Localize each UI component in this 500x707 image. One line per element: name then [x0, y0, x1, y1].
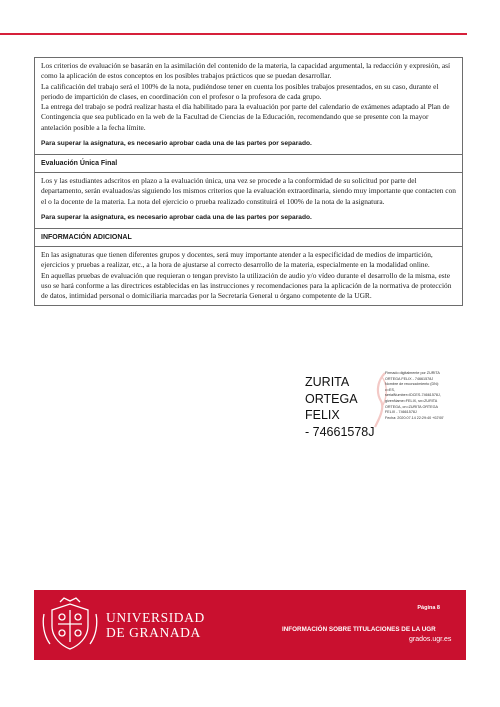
criteria-paragraph-3: La entrega del trabajo se podrá realizar hasta el día habilitado para la evaluación por parte del calendario de exámenes adaptado al Plan de Contingencia que sea publicado en la web de la Facultad de Ciencias de la Educación, recomendando que se presente con la mayor antelación posible a la fecha límite.	[41, 102, 450, 132]
signature-detail-line: FELIX - 74661578J	[385, 410, 417, 415]
university-name-line-1: UNIVERSIDAD	[106, 610, 205, 625]
additional-paragraph-1: En las asignaturas que tienen diferentes grupos y docentes, será muy importante atender a la especificidad de medios de impartición, ejercicios y pruebas a realizar, etc., a la hora de ajustarse al correcto desarrollo de la materia, especialmente en la modalidad online.	[41, 249, 433, 270]
signature-detail-line: Nombre de reconocimiento (DN):	[385, 382, 440, 387]
criteria-cell	[35, 58, 462, 154]
final-eval-note: Para superar la asignatura, es necesario aprobar cada una de las partes por separado.	[41, 213, 312, 221]
page-footer	[34, 590, 466, 660]
criteria-paragraph-1: Los criterios de evaluación se basarán en la asimilación del contenido de la materia, la capacidad argumental, la redacción y expresión, así como la aplicación de estos conceptos en los posibles trabajos prácticos que se puedan desarrollar.	[41, 61, 451, 81]
evaluation-table	[34, 57, 463, 306]
university-name	[106, 611, 205, 640]
additional-info-heading: INFORMACIÓN ADICIONAL	[35, 228, 462, 246]
university-name-line-2: DE GRANADA	[106, 624, 201, 640]
ugr-crest-icon	[40, 596, 100, 654]
additional-paragraph-2: En aquellas pruebas de evaluación que requieran o tengan previsto la utilización de audio y/o vídeo durante el desarrollo de la misma, este uso se hará conforme a las directrices establecidas en las instrucciones y recomendaciones para la aplicación de la normativa de protección de datos, intimidad personal o domiciliaria marcadas por la Secretaría General u órgano competente de la UGR.	[41, 270, 452, 301]
criteria-paragraph-2: La calificación del trabajo será el 100% de la nota, pudiéndose tener en cuenta los posibles trabajos presentados, en su caso, durante el periodo de impartición de clases, en coordinación con el profesor o la profesora de cada grupo.	[41, 81, 439, 101]
digital-signature	[305, 371, 465, 439]
signature-detail-line: ORTEGA, cn=ZURITA ORTEGA	[385, 404, 438, 409]
signature-detail-line: c=ES,	[385, 387, 395, 392]
signature-detail-line: givenName=FELIX, sn=ZURITA	[385, 398, 438, 403]
final-eval-cell	[35, 172, 462, 228]
signer-name-line-2: ORTEGA FELIX	[305, 391, 357, 422]
additional-info-cell	[35, 246, 462, 305]
grados-link[interactable]: grados.ugr.es	[409, 636, 452, 643]
signature-detail-line: serialNumber=IDCES-74661578J,	[385, 393, 441, 398]
signature-detail-line: Fecha: 2020.07.14 22:29:40 +02'00'	[385, 415, 444, 420]
signer-name-line-1: ZURITA	[305, 375, 350, 389]
final-eval-heading: Evaluación Única Final	[35, 154, 462, 172]
signer-name-line-3: - 74661578J	[305, 424, 375, 439]
page-number: Página 8	[417, 605, 440, 611]
signature-detail-line: ORTEGA FELIX - 74661578J	[385, 376, 434, 381]
signature-details	[385, 371, 465, 421]
final-eval-paragraph: Los y las estudiantes adscritos en plazo a la evaluación única, una vez se procede a la conformidad de su solicitud por parte del departamento, serán evaluados/as siguiendo los mismos criterios que la evaluación extraordinaria, siendo muy importante que contacten con el o la docente de la materia. La nota del ejercicio o prueba realizado constituirá el 100% de la nota de la asignatura.	[41, 176, 456, 206]
signature-detail-line: Firmado digitalmente por ZURITA	[385, 371, 440, 375]
top-accent-line	[0, 33, 467, 35]
criteria-note: Para superar la asignatura, es necesario aprobar cada una de las partes por separado.	[41, 140, 312, 148]
footer-info-title: INFORMACIÓN SOBRE TITULACIONES DE LA UGR	[282, 626, 436, 633]
